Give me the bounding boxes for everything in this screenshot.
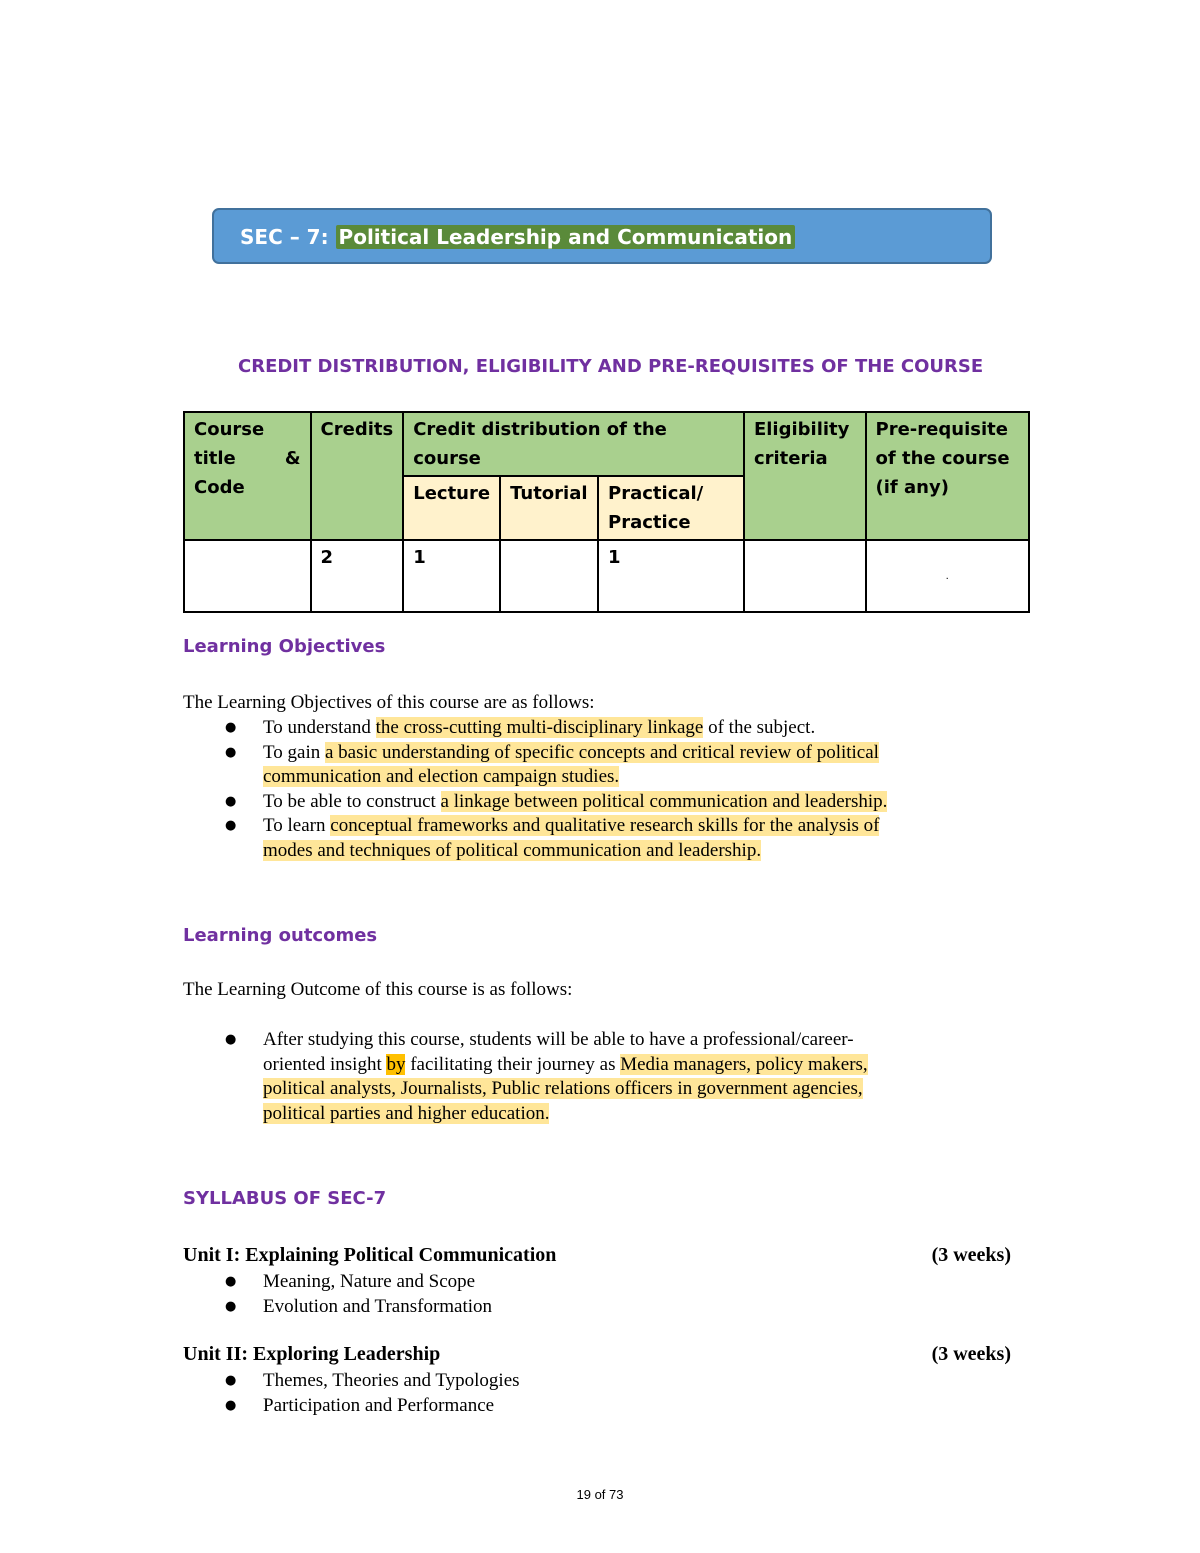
credit-distribution-heading: CREDIT DISTRIBUTION, ELIGIBILITY AND PRE-REQUISITES OF THE COURSE — [238, 356, 984, 377]
list-item: ● Themes, Theories and Typologies — [225, 1369, 520, 1394]
objectives-list — [225, 716, 887, 863]
banner-text — [240, 225, 795, 249]
cell-credits: 2 — [311, 540, 404, 612]
unit-1-header — [183, 1244, 1011, 1267]
outcomes-list — [225, 1028, 868, 1126]
course-title-banner — [212, 208, 992, 264]
header-prerequisite: Pre-requisite of the course (if any) — [866, 412, 1029, 540]
header-practical: Practical/ Practice — [598, 476, 744, 540]
banner-course-title: Political Leadership and Communication — [336, 225, 796, 249]
syllabus-heading: SYLLABUS OF SEC-7 — [183, 1188, 387, 1209]
header-credit-distribution: Credit distribution of the course — [403, 412, 744, 476]
header-tutorial: Tutorial — [500, 476, 598, 540]
credit-distribution-table — [183, 411, 1030, 613]
objectives-intro: The Learning Objectives of this course are as follows: — [183, 692, 595, 713]
unit-1-topics — [225, 1270, 492, 1319]
cell-prerequisite: . — [866, 540, 1029, 612]
list-item: ● To understand the cross-cutting multi-disciplinary linkage of the subject. — [225, 716, 887, 741]
list-item: ● Evolution and Transformation — [225, 1295, 492, 1320]
unit-1-weeks: (3 weeks) — [931, 1244, 1011, 1266]
list-item: ● To gain a basic understanding of specific concepts and critical review of political communication and election campaign studies. — [225, 741, 887, 790]
header-lecture: Lecture — [403, 476, 500, 540]
page-number: 19 of 73 — [576, 1487, 624, 1502]
banner-prefix: SEC – 7: — [240, 225, 336, 249]
outcomes-intro: The Learning Outcome of this course is as follows: — [183, 979, 573, 1000]
unit-2-topics — [225, 1369, 520, 1418]
list-item: ● To be able to construct a linkage between political communication and leadership. — [225, 790, 887, 815]
unit-2-header — [183, 1343, 1011, 1366]
list-item: ● Participation and Performance — [225, 1394, 520, 1419]
header-credits: Credits — [311, 412, 404, 540]
unit-2-weeks: (3 weeks) — [931, 1343, 1011, 1365]
header-course-title-code: Course title & Code — [184, 412, 311, 540]
unit-1-title: Unit I: Explaining Political Communication — [183, 1244, 557, 1266]
cell-lecture: 1 — [403, 540, 500, 612]
cell-practical: 1 — [598, 540, 744, 612]
cell-course — [184, 540, 311, 612]
list-item: ● Meaning, Nature and Scope — [225, 1270, 492, 1295]
learning-objectives-heading: Learning Objectives — [183, 636, 386, 657]
list-item: ● After studying this course, students will be able to have a professional/career- oriented insight by facilitating their journey as Media managers, policy makers, political analysts, Journalists, Public relations officers in government agencies, political parties and higher education. — [225, 1028, 868, 1126]
list-item: ● To learn conceptual frameworks and qualitative research skills for the analysis of modes and techniques of political communication and leadership. — [225, 814, 887, 863]
header-eligibility: Eligibility criteria — [744, 412, 866, 540]
cell-tutorial — [500, 540, 598, 612]
unit-2-title: Unit II: Exploring Leadership — [183, 1343, 441, 1365]
cell-eligibility — [744, 540, 866, 612]
learning-outcomes-heading: Learning outcomes — [183, 925, 378, 946]
